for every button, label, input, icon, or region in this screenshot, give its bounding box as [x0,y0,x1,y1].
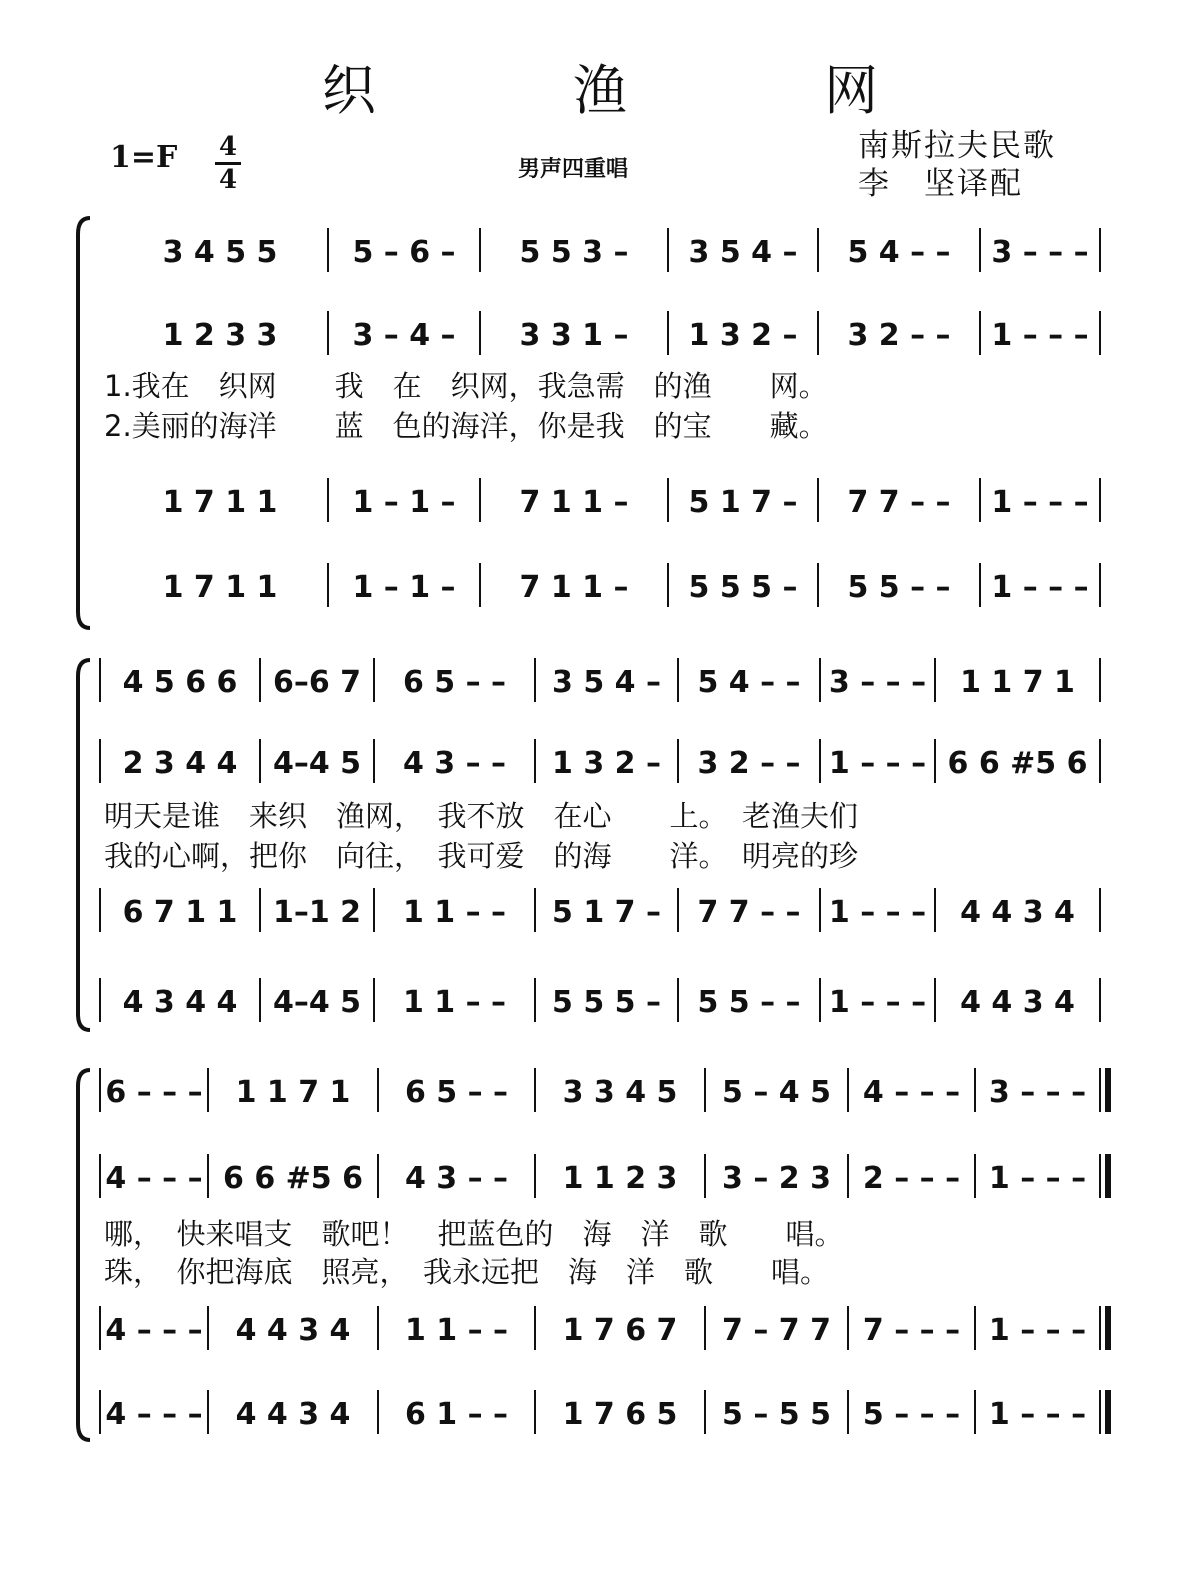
lyric-line: 我的心啊，把你 向往， 我可爱 的海 洋。 明亮的珍 [104,839,859,873]
measure-notes: 1 1 2 3 [562,1161,678,1196]
time-signature-top: 4 [218,132,238,162]
measure-notes: 1 – – – [828,895,927,930]
measure-notes: 6 6 #5 6 [947,746,1088,781]
measure-notes: 5 1 7 – [552,895,661,930]
measure-notes: 1–1 2 [272,895,362,930]
measure-notes: 1 3 2 – [552,746,661,781]
measure-notes: 3 3 1 – [519,318,629,353]
measure-notes: 4–4 5 [272,985,362,1020]
measure-notes: 6 6 #5 6 [223,1161,363,1196]
measure-notes: 2 – – – [862,1161,961,1196]
measure-notes: 3 5 4 – [552,665,661,700]
system-bracket [78,660,90,1030]
measure-notes: 1 – – – [988,1161,1087,1196]
measure-notes: 5 – – – [862,1397,961,1432]
measure-notes: 5 4 – – [847,235,951,270]
measure-notes: 1 7 1 1 [162,570,278,605]
measure-notes: 6–6 7 [272,665,362,700]
measure-notes: 5 – 4 5 [722,1075,831,1110]
measure-notes: 4 4 3 4 [960,985,1075,1020]
measure-notes: 4 3 – – [402,746,507,781]
lyric-line: 1.我在 织网 我 在 织网，我急需 的渔 网。 [104,369,828,403]
measure-notes: 2 3 4 4 [122,746,238,781]
measure-notes: 3 2 – – [697,746,801,781]
lyric-line: 明天是谁 来织 渔网， 我不放 在心 上。 老渔夫们 [104,799,859,833]
measure-notes: 6 – – – [105,1075,203,1110]
measure-notes: 1 – – – [991,318,1089,353]
measure-notes: 7 7 – – [697,895,801,930]
measure-notes: 1 – 1 – [352,570,456,605]
measure-notes: 1 – 1 – [352,485,456,520]
measure-notes: 1 – – – [828,746,927,781]
measure-notes: 1 1 – – [402,985,507,1020]
measure-notes: 3 – 4 – [352,318,456,353]
measure-notes: 3 – 2 3 [722,1161,831,1196]
measure-notes: 3 2 – – [847,318,951,353]
measure-notes: 3 5 4 – [688,235,798,270]
measure-notes: 7 7 – – [847,485,951,520]
measure-notes: 1 – – – [828,985,927,1020]
measure-notes: 4 4 3 4 [235,1397,351,1432]
measure-notes: 4 – – – [105,1313,203,1348]
measure-notes: 4 3 – – [404,1161,509,1196]
measure-notes: 5 5 5 – [688,570,798,605]
measure-notes: 1 – – – [991,570,1089,605]
measure-notes: 4 3 4 4 [122,985,238,1020]
measure-notes: 1 7 6 7 [562,1313,678,1348]
measure-notes: 6 5 – – [404,1075,509,1110]
measure-notes: 4 4 3 4 [960,895,1075,930]
measure-notes: 1 – – – [988,1397,1087,1432]
measure-notes: 6 7 1 1 [122,895,238,930]
performance-note: 男声四重唱 [518,156,629,182]
measure-notes: 4 4 3 4 [235,1313,351,1348]
measure-notes: 3 4 5 5 [162,235,278,270]
measure-notes: 6 1 – – [404,1397,509,1432]
measure-notes: 5 5 – – [697,985,801,1020]
measure-notes: 5 5 5 – [552,985,661,1020]
measure-notes: 1 – – – [991,485,1089,520]
measure-notes: 5 5 – – [847,570,951,605]
measure-notes: 5 – 6 – [352,235,456,270]
measure-notes: 1 3 2 – [688,318,798,353]
measure-notes: 5 5 3 – [519,235,629,270]
measure-notes: 1 7 1 1 [162,485,278,520]
measure-notes: 7 1 1 – [519,485,629,520]
measure-notes: 1 1 7 1 [960,665,1075,700]
measure-notes: 7 1 1 – [519,570,629,605]
song-title: 织 渔 网 [321,59,969,122]
system-bracket [78,218,90,628]
measure-notes: 3 – – – [828,665,927,700]
measure-notes: 1 1 – – [402,895,507,930]
measure-notes: 3 3 4 5 [562,1075,678,1110]
measure-notes: 1 1 7 1 [235,1075,351,1110]
measure-notes: 4–4 5 [272,746,362,781]
measure-notes: 4 – – – [862,1075,961,1110]
measure-notes: 7 – – – [862,1313,961,1348]
measure-notes: 5 1 7 – [688,485,798,520]
lyric-line: 珠， 你把海底 照亮， 我永远把 海 洋 歌 唱。 [104,1255,830,1289]
time-signature-bottom: 4 [218,165,238,195]
measure-notes: 3 – – – [988,1075,1087,1110]
credit-origin: 南斯拉夫民歌 [858,128,1056,164]
measure-notes: 4 5 6 6 [122,665,238,700]
measure-notes: 6 5 – – [402,665,507,700]
lyric-line: 2.美丽的海洋 蓝 色的海洋，你是我 的宝 藏。 [104,409,828,443]
measure-notes: 1 1 – – [404,1313,509,1348]
measure-notes: 5 4 – – [697,665,801,700]
measure-notes: 4 – – – [105,1161,203,1196]
measure-notes: 4 – – – [105,1397,203,1432]
measure-notes: 7 – 7 7 [722,1313,831,1348]
measure-notes: 1 – – – [988,1313,1087,1348]
measure-notes: 1 7 6 5 [562,1397,678,1432]
system-bracket [78,1070,90,1440]
measure-notes: 5 – 5 5 [722,1397,831,1432]
lyric-line: 哪， 快来唱支 歌吧！ 把蓝色的 海 洋 歌 唱。 [104,1217,844,1251]
credit-translator: 李 坚译配 [858,166,1023,202]
measure-notes: 1 2 3 3 [162,318,278,353]
key-signature: 1=F [110,140,178,175]
measure-notes: 3 – – – [991,235,1089,270]
